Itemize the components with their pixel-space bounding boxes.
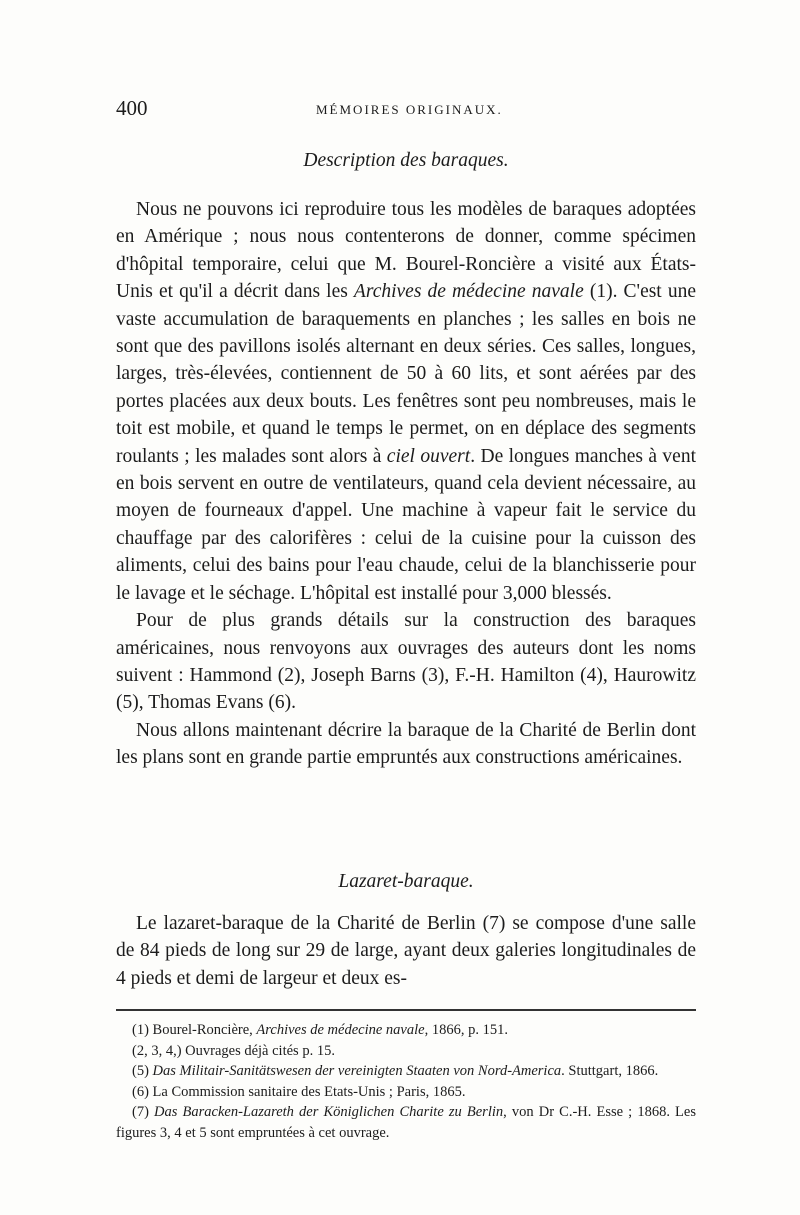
page-header [116, 96, 696, 124]
paragraph: Pour de plus grands détails sur la construction des baraques américaines, nous renvoyons aux ouvrages des auteurs dont les noms suivent : Hammond (2), Joseph Barns (3), F.-H. Hamilton (4), Haurowitz (5), Thomas Evans (6). [116, 610, 696, 714]
footnotes [116, 1020, 696, 1144]
section-title-description: Description des baraques. [303, 150, 509, 171]
footnote: (5) Das Militair-Sanitätswesen der vereinigten Staaten von Nord-America. Stuttgart, 1866. [132, 1063, 659, 1080]
paragraph: Le lazaret-baraque de la Charité de Berlin (7) se compose d'une salle de 84 pieds de long sur 29 de large, ayant deux galeries longitudinales de 4 pieds et demi de largeur et deux es- [116, 913, 696, 989]
running-title: MÉMOIRES ORIGINAUX. [316, 102, 503, 117]
section-body-description [116, 196, 696, 772]
footnote: (6) La Commission sanitaire des Etats-Unis ; Paris, 1865. [132, 1083, 466, 1100]
footnote: (7) Das Baracken-Lazareth der Königlichen Charite zu Berlin, von Dr C.-H. Esse ; 1868. Les figures 3, 4 et 5 sont empruntées à cet ouvrage. [116, 1104, 696, 1141]
paragraph: Nous allons maintenant décrire la baraque de la Charité de Berlin dont les plans sont en grande partie empruntés aux constructions américaines. [116, 719, 696, 769]
section-title-lazaret: Lazaret-baraque. [338, 871, 474, 892]
footnote: (1) Bourel-Roncière, Archives de médecine navale, 1866, p. 151. [132, 1022, 508, 1038]
footnote-rule [116, 1009, 696, 1011]
section-body-lazaret [116, 910, 696, 992]
paragraph: Nous ne pouvons ici reproduire tous les modèles de baraques adoptées en Amérique ; nous nous contenterons de donner, comme spécimen d'hôpital temporaire, celui que M. Bourel-Roncière a visité aux États-Unis et qu'il a décrit dans les Archives de médecine navale (1). C'est une vaste accumulation de baraquements en planches ; les salles en bois ne sont que des pavillons isolés alternant en deux séries. Ces salles, longues, larges, très-élevées, contiennent de 50 à 60 lits, et sont aérées par des portes placées aux deux bouts. Les fenêtres sont peu nombreuses, mais le toit est mobile, et quand le temps le permet, on en déplace des segments roulants ; les malades sont alors à ciel ouvert. De longues manches à vent en bois servent en outre de ventilateurs, quand cela devient nécessaire, au moyen de fourneaux d'appel. Une machine à vapeur fait le service du chauffage par des calorifères : celui de la cuisine pour la cuisson des aliments, celui des bains pour l'eau chaude, celui de la blanchisserie pour le lavage et le séchage. L'hôpital est installé pour 3,000 blessés. [116, 199, 697, 604]
page-number: 400 [116, 96, 148, 120]
footnote: (2, 3, 4,) Ouvrages déjà cités p. 15. [132, 1042, 335, 1059]
